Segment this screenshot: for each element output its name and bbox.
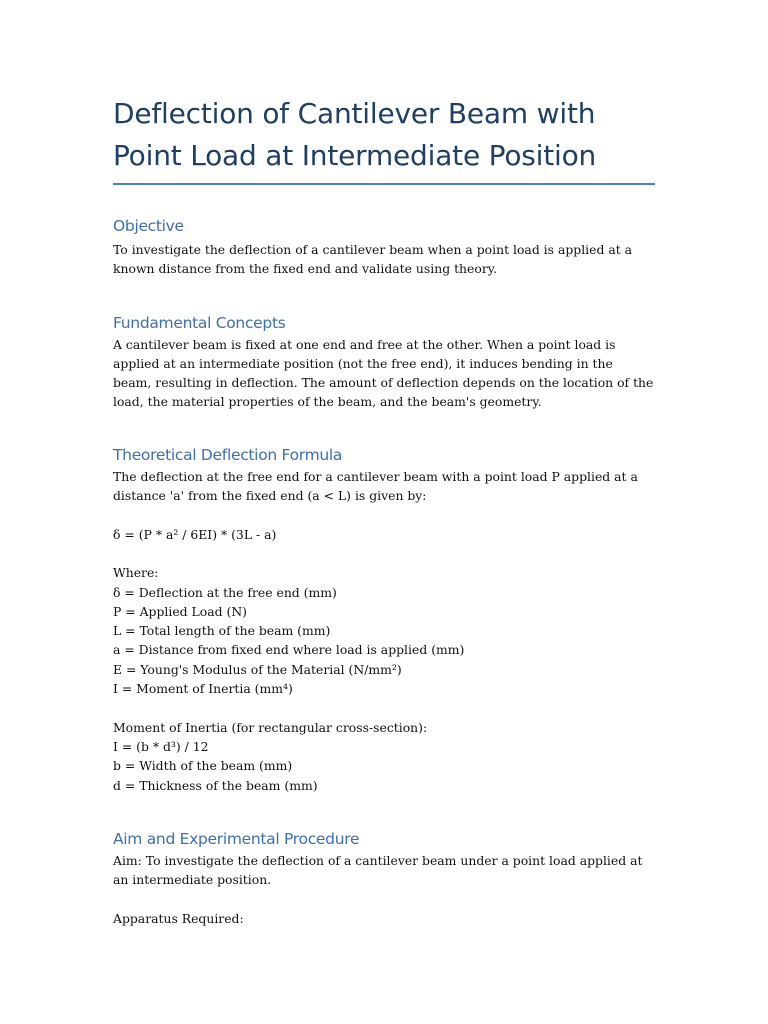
theory-heading: Theoretical Deflection Formula <box>113 445 343 464</box>
spacer <box>113 505 655 524</box>
objective-heading: Objective <box>113 217 184 235</box>
document-page <box>113 93 655 928</box>
inertia-line: b = Width of the beam (mm) <box>113 758 293 774</box>
definition-line: P = Applied Load (N) <box>113 603 247 619</box>
definition-line: I = Moment of Inertia (mm⁴) <box>113 681 293 697</box>
spacer <box>113 889 655 908</box>
objective-section <box>113 215 655 279</box>
definition-line: E = Young's Modulus of the Material (N/mm²) <box>113 661 402 677</box>
title-underline <box>113 183 655 185</box>
theory-intro: The deflection at the free end for a cantilever beam with a point load P applied at a distance 'a' from the fixed end (a < L) is given by: <box>113 468 638 504</box>
title-line-2: Point Load at Intermediate Position <box>113 139 597 172</box>
theory-section <box>113 444 655 795</box>
inertia-line: d = Thickness of the beam (mm) <box>113 777 318 793</box>
procedure-heading: Aim and Experimental Procedure <box>113 829 360 848</box>
fundamentals-heading: Fundamental Concepts <box>113 313 286 332</box>
title-line-1: Deflection of Cantilever Beam with <box>113 97 596 130</box>
apparatus-label: Apparatus Required: <box>113 910 244 926</box>
procedure-section <box>113 828 655 928</box>
definition-line: δ = Deflection at the free end (mm) <box>113 584 337 600</box>
where-label: Where: <box>113 565 159 581</box>
spacer <box>113 544 655 563</box>
definition-line: L = Total length of the beam (mm) <box>113 623 331 639</box>
document-title <box>113 93 655 177</box>
procedure-aim: Aim: To investigate the deflection of a cantilever beam under a point load applied at an intermediate position. <box>113 852 643 888</box>
deflection-formula: δ = (P * a² / 6EI) * (3L - a) <box>113 526 277 542</box>
objective-text: To investigate the deflection of a cantilever beam when a point load is applied at a known distance from the fixed end and validate using theory. <box>113 242 633 277</box>
inertia-label: Moment of Inertia (for rectangular cross-section): <box>113 719 428 735</box>
fundamentals-text: A cantilever beam is fixed at one end and free at the other. When a point load is applied at an intermediate position (not the free end), it induces bending in the beam, resulting in deflection. The amount of deflection depends on the location of the load, the material properties of the beam, and the beam's geometry. <box>113 336 654 410</box>
inertia-line: I = (b * d³) / 12 <box>113 738 209 754</box>
definition-line: a = Distance from fixed end where load is applied (mm) <box>113 642 465 658</box>
spacer <box>113 698 655 717</box>
fundamentals-section <box>113 312 655 412</box>
